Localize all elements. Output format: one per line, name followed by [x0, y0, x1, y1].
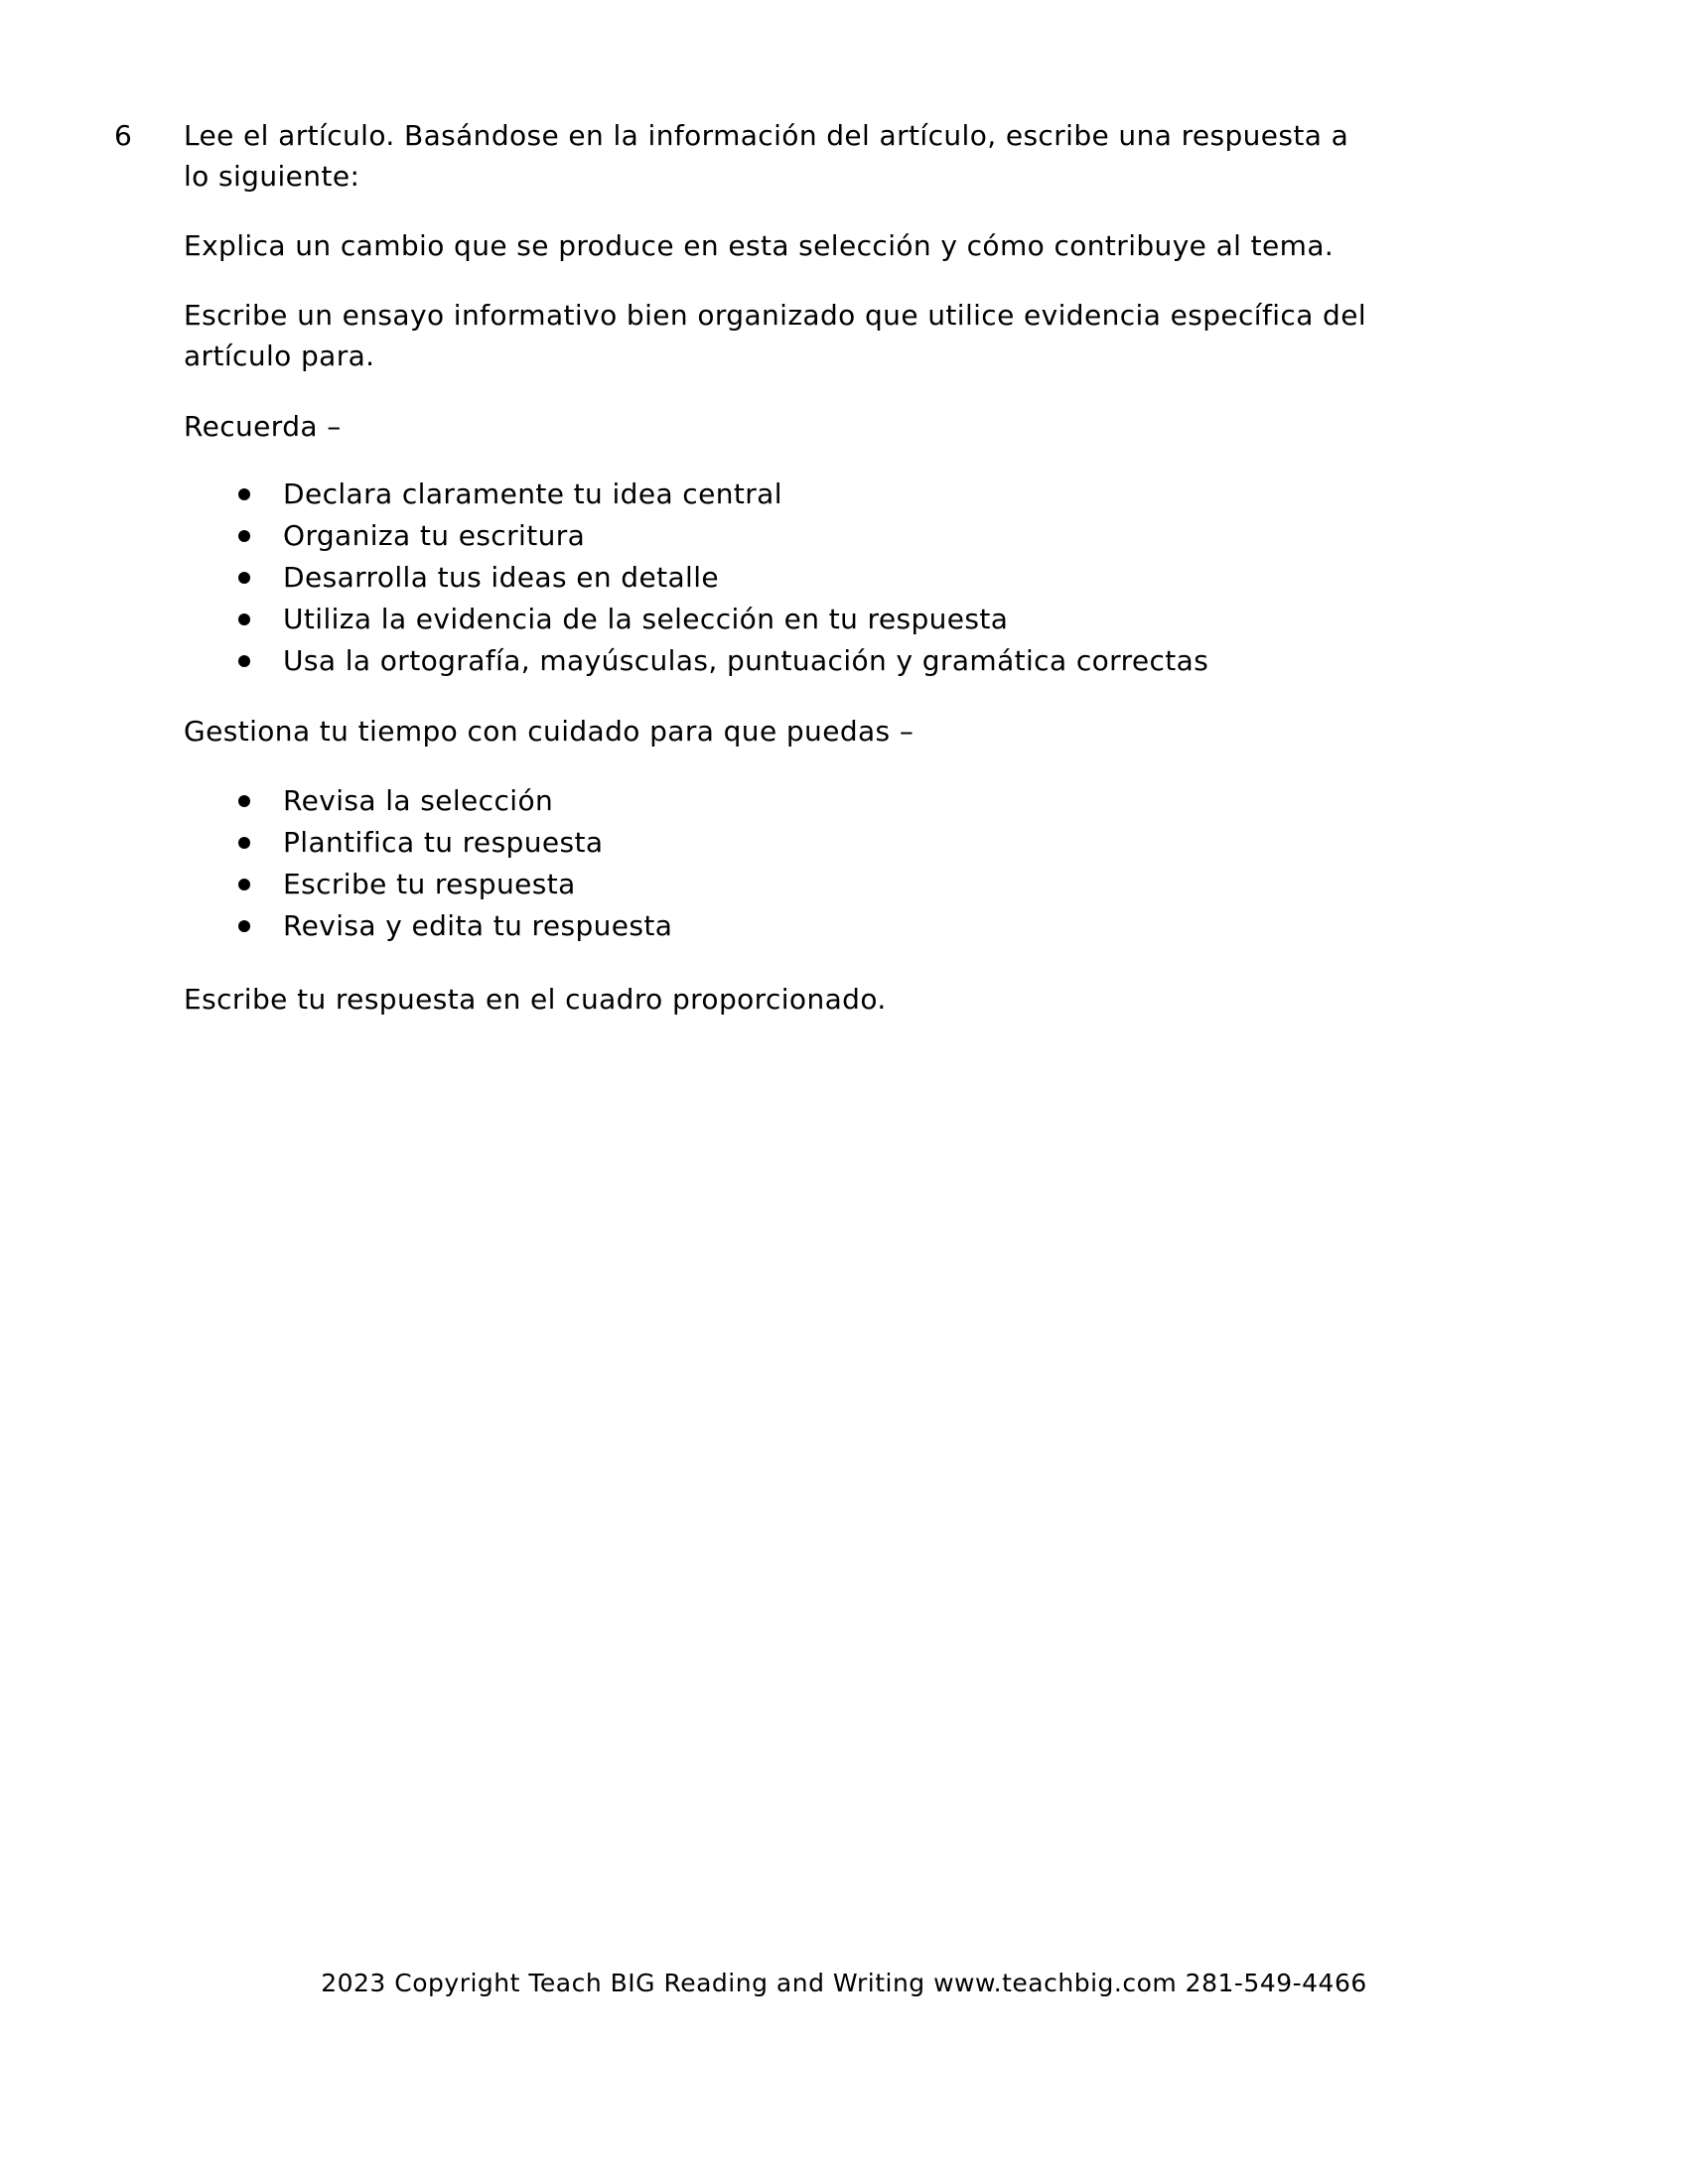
remember-list — [184, 474, 1519, 682]
list-item-label: Declara claramente tu idea central — [283, 478, 782, 510]
task-paragraph — [184, 295, 1519, 376]
bullet-icon — [238, 488, 250, 500]
bullet-icon — [238, 655, 250, 667]
bullet-icon — [238, 572, 250, 584]
list-item-label: Revisa la selección — [283, 784, 554, 817]
prompt-paragraph: Explica un cambio que se produce en esta selección y cómo contribuye al tema. — [184, 229, 1335, 262]
bullet-icon — [238, 530, 250, 542]
question-number: 6 — [114, 119, 133, 152]
list-item-label: Usa la ortografía, mayúsculas, puntuación y gramática correctas — [283, 644, 1209, 677]
list-item-label: Desarrolla tus ideas en detalle — [283, 561, 720, 594]
intro-line-2: lo siguiente: — [184, 160, 360, 193]
bullet-icon — [238, 920, 250, 932]
copyright-footer: 2023 Copyright Teach BIG Reading and Writing www.teachbig.com 281-549-4466 — [321, 1969, 1367, 1997]
bullet-icon — [238, 879, 250, 890]
list-item — [184, 822, 1519, 864]
remember-heading: Recuerda – — [184, 410, 342, 443]
list-item — [184, 864, 1519, 905]
list-item-label: Revisa y edita tu respuesta — [283, 909, 673, 942]
list-item — [184, 905, 1519, 947]
bullet-icon — [238, 614, 250, 625]
list-item — [184, 515, 1519, 557]
bullet-icon — [238, 795, 250, 807]
intro-line-1: Lee el artículo. Basándose en la información del artículo, escribe una respuesta a — [184, 119, 1349, 152]
task-line-1: Escribe un ensayo informativo bien organizado que utilice evidencia específica del — [184, 299, 1367, 332]
list-item-label: Plantifica tu respuesta — [283, 826, 604, 859]
list-item-label: Escribe tu respuesta — [283, 868, 576, 900]
time-management-heading: Gestiona tu tiempo con cuidado para que puedas – — [184, 715, 914, 748]
question-block — [114, 115, 1519, 1048]
list-item — [184, 780, 1519, 822]
bullet-icon — [238, 837, 250, 849]
list-item — [184, 474, 1519, 515]
intro-paragraph — [184, 115, 1519, 197]
list-item — [184, 640, 1519, 682]
list-item-label: Utiliza la evidencia de la selección en tu respuesta — [283, 603, 1009, 635]
list-item — [184, 557, 1519, 599]
closing-paragraph: Escribe tu respuesta en el cuadro proporcionado. — [184, 983, 887, 1016]
task-line-2: artículo para. — [184, 340, 375, 372]
list-item — [184, 599, 1519, 640]
list-item-label: Organiza tu escritura — [283, 519, 586, 552]
time-management-list — [184, 780, 1519, 947]
